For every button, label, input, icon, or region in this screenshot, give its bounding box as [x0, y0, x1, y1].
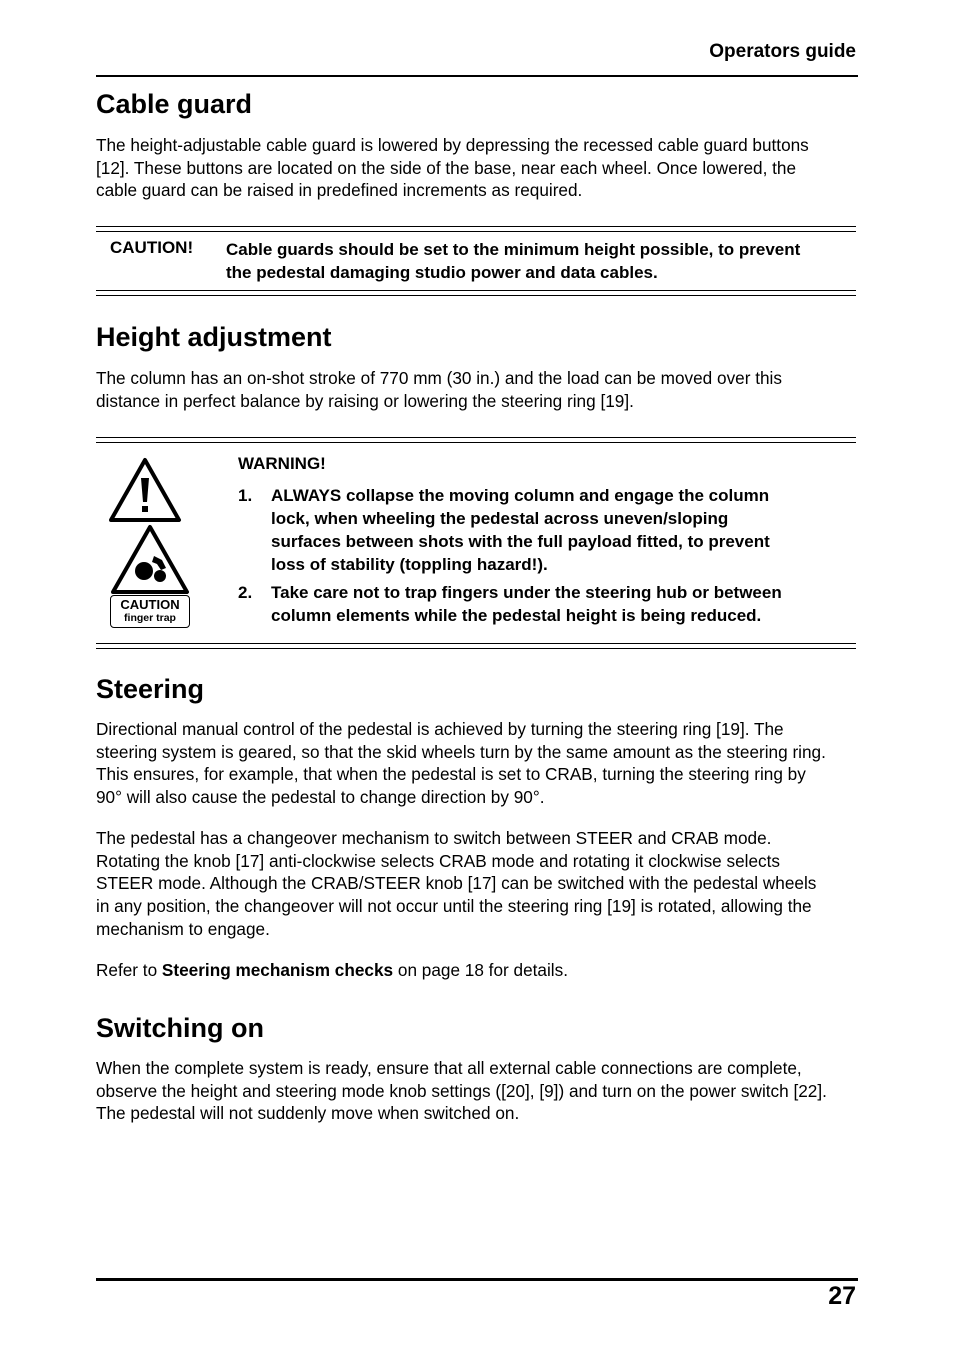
caution-text: [226, 238, 856, 284]
footer-rule: [96, 1278, 858, 1281]
text-line: in any position, the changeover will not occur until the steering ring [19] is rotated, allowing the: [96, 896, 812, 917]
caution-finger-trap-badge: [110, 595, 190, 628]
steering-paragraph-2: [96, 827, 858, 941]
reference-suffix: on page 18 for details.: [393, 960, 568, 980]
cable-guard-paragraph: [96, 134, 858, 202]
text-line: 90° will also cause the pedestal to change direction by 90°.: [96, 787, 545, 808]
warning-item: [238, 484, 838, 576]
text-line: The height-adjustable cable guard is lowered by depressing the recessed cable guard buttons: [96, 135, 809, 155]
text-line: column elements while the pedestal height is being reduced.: [271, 606, 762, 625]
text-line: steering system is geared, so that the skid wheels turn by the same amount as the steering ring.: [96, 741, 826, 762]
page-number: 27: [828, 1282, 856, 1310]
text-line: STEER mode. Although the CRAB/STEER knob [17] can be switched with the pedestal wheels: [96, 873, 817, 894]
warning-title: WARNING!: [238, 454, 326, 473]
text-line: loss of stability (toppling hazard!).: [271, 555, 548, 574]
text-line: lock, when wheeling the pedestal across uneven/sloping: [271, 509, 729, 528]
text-line: This ensures, for example, that when the pedestal is set to CRAB, turning the steering ring by: [96, 764, 806, 785]
text-line: The pedestal will not suddenly move when switched on.: [96, 1103, 520, 1124]
text-line: Take care not to trap fingers under the steering hub or between: [271, 583, 782, 602]
steering-reference: [96, 959, 858, 982]
running-header: Operators guide: [709, 41, 856, 62]
badge-title: CAUTION: [120, 597, 180, 612]
warning-item-number: 1.: [238, 486, 253, 505]
text-line: cable guard can be raised in predefined increments as required.: [96, 180, 583, 201]
section-heading-cable-guard: Cable guard: [96, 89, 253, 119]
text-line: [12]. These buttons are located on the side of the base, near each wheel. Once lowered, the: [96, 157, 797, 178]
badge-subtitle: finger trap: [124, 612, 176, 624]
cross-reference-link[interactable]: Steering mechanism checks: [161, 960, 394, 980]
text-line: the pedestal damaging studio power and data cables.: [226, 263, 658, 282]
steering-paragraph-1: [96, 718, 858, 809]
warning-item-number: 2.: [238, 583, 253, 602]
warning-item-text: [271, 484, 831, 576]
text-line: Directional manual control of the pedestal is achieved by turning the steering ring [19]. The: [96, 719, 784, 739]
text-line: When the complete system is ready, ensure that all external cable connections are complete,: [96, 1058, 802, 1078]
finger-trap-hazard-icon: [110, 524, 194, 596]
section-heading-steering: Steering: [96, 674, 205, 704]
section-heading-switching-on: Switching on: [96, 1013, 264, 1043]
text-line: The pedestal has a changeover mechanism to switch between STEER and CRAB mode.: [96, 828, 772, 848]
caution-box-bottom-rule: [96, 290, 856, 296]
switching-on-paragraph: [96, 1057, 858, 1125]
height-adjustment-paragraph: [96, 367, 858, 412]
warning-box-top-rule: [96, 437, 856, 443]
text-line: ALWAYS collapse the moving column and engage the column: [271, 486, 770, 505]
header-rule: [96, 75, 858, 77]
text-line: Rotating the knob [17] anti-clockwise selects CRAB mode and rotating it clockwise selects: [96, 850, 781, 871]
warning-box-bottom-rule: [96, 643, 856, 649]
section-heading-height-adjustment: Height adjustment: [96, 322, 332, 352]
text-line: mechanism to engage.: [96, 918, 270, 939]
text-line: surfaces between shots with the full payload fitted, to prevent: [271, 532, 770, 551]
text-line: distance in perfect balance by raising or lowering the steering ring [19].: [96, 390, 634, 411]
text-line: The column has an on-shot stroke of 770 mm (30 in.) and the load can be moved over this: [96, 368, 782, 388]
warning-item-text: [271, 581, 831, 627]
reference-prefix: Refer to: [96, 960, 162, 980]
text-line: observe the height and steering mode knob settings ([20], [9]) and turn on the power switch [22].: [96, 1080, 827, 1101]
caution-box-top-rule: [96, 226, 856, 232]
caution-label: CAUTION!: [110, 238, 194, 257]
text-line: Cable guards should be set to the minimum height possible, to prevent: [226, 240, 801, 259]
warning-triangle-icon: [108, 456, 182, 524]
warning-item: [238, 581, 838, 627]
